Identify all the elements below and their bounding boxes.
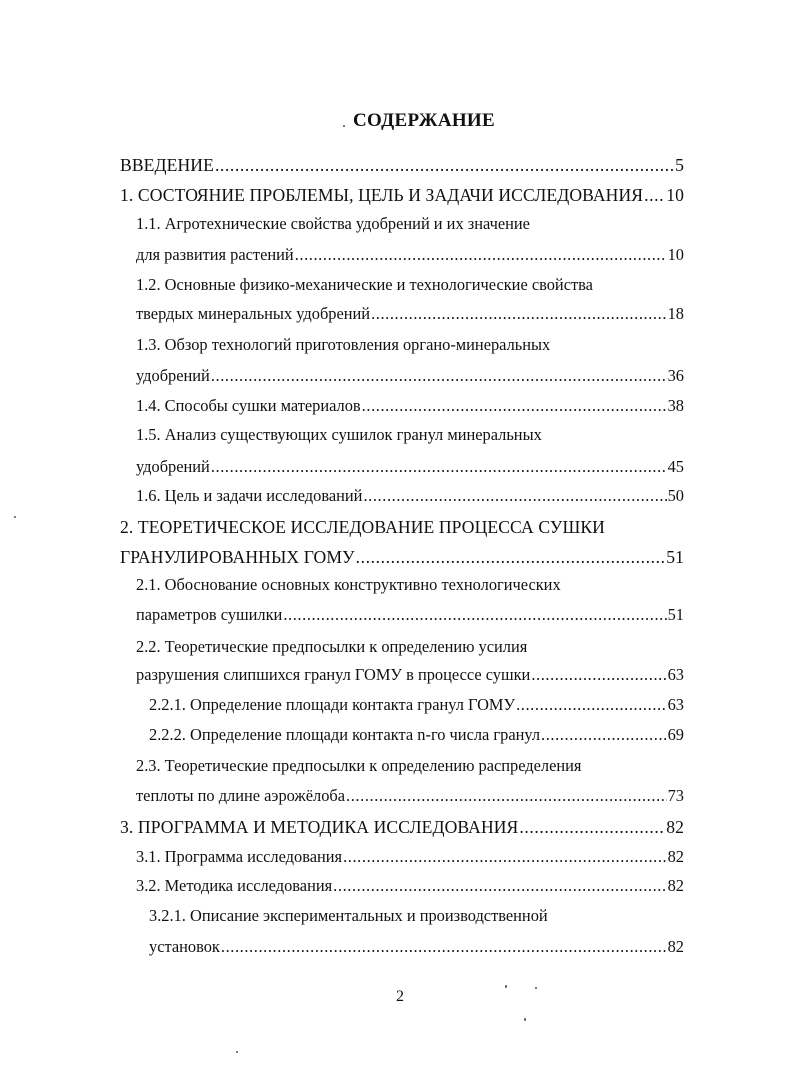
toc-entry-title: установок xyxy=(149,937,220,956)
toc-leader-dots xyxy=(283,600,666,630)
toc-leader-dots xyxy=(644,180,665,210)
toc-entry xyxy=(120,150,684,180)
scan-speck xyxy=(236,1051,238,1053)
toc-entry-title: 3.1. Программа исследования xyxy=(136,847,343,866)
toc-entry-title: разрушения слипшихся гранул ГОМУ в процессе сушки xyxy=(136,665,531,684)
toc-entry-page: 36 xyxy=(667,366,684,385)
toc-entry xyxy=(136,391,684,421)
toc-leader-dots xyxy=(356,542,666,572)
scan-speck xyxy=(505,985,507,988)
toc-entry-title: 2.2.2. Определение площади контакта n-го числа гранул xyxy=(149,725,541,744)
toc-entry-page: 51 xyxy=(667,605,684,624)
toc-entry-title: 2.2. Теоретические предпосылки к определению усилия xyxy=(136,637,528,656)
toc-entry-title: 1.4. Способы сушки материалов xyxy=(136,396,361,415)
toc-leader-dots xyxy=(211,452,667,482)
toc-entry-page: 82 xyxy=(667,876,684,895)
toc-entry-title: 3.2.1. Описание экспериментальных и производственной xyxy=(149,906,548,925)
toc-leader-dots xyxy=(541,720,667,750)
toc-entry-title: 1.3. Обзор технологий приготовления органо-минеральных xyxy=(136,335,551,354)
toc-entry-title: 1.2. Основные физико-механические и технологические свойства xyxy=(136,275,593,294)
scan-speck xyxy=(343,125,345,127)
toc-leader-dots xyxy=(343,842,667,872)
toc-entry-page: 63 xyxy=(667,695,684,714)
toc-leader-dots xyxy=(519,812,665,842)
toc-leader-dots xyxy=(531,660,666,690)
toc-leader-dots xyxy=(362,391,667,421)
scan-speck xyxy=(14,516,16,518)
toc-entry-page: 82 xyxy=(667,847,684,866)
toc-entry-page: 18 xyxy=(667,304,684,323)
toc-entry xyxy=(120,812,684,842)
toc-entry-title: 1.6. Цель и задачи исследований xyxy=(136,486,363,505)
toc-leader-dots xyxy=(363,481,666,511)
toc-entry-title: 2.3. Теоретические предпосылки к определению распределения xyxy=(136,756,582,775)
toc-entry-page: 82 xyxy=(666,817,684,837)
toc-entry xyxy=(136,299,684,329)
toc-entry xyxy=(136,420,684,450)
toc-entry-title: 3. ПРОГРАММА И МЕТОДИКА ИССЛЕДОВАНИЯ xyxy=(120,817,519,837)
toc-leader-dots xyxy=(333,871,666,901)
toc-entry-page: 63 xyxy=(667,665,684,684)
toc-entry-page: 82 xyxy=(667,937,684,956)
toc-leader-dots xyxy=(346,781,667,811)
toc-entry-page: 69 xyxy=(667,725,684,744)
toc-entry-page: 10 xyxy=(667,245,684,264)
toc-entry-title: 3.2. Методика исследования xyxy=(136,876,333,895)
toc-entry xyxy=(149,690,684,720)
toc-leader-dots xyxy=(516,690,667,720)
toc-entry-title: 2. ТЕОРЕТИЧЕСКОЕ ИССЛЕДОВАНИЕ ПРОЦЕССА СУШКИ xyxy=(120,517,605,537)
toc-entry xyxy=(136,452,684,482)
toc-entry-page: 10 xyxy=(666,185,684,205)
toc-entry xyxy=(136,632,684,662)
toc-entry xyxy=(136,361,684,391)
toc-leader-dots xyxy=(371,299,667,329)
page-number: 2 xyxy=(396,988,404,1005)
toc-entry-title: 1.1. Агротехнические свойства удобрений и их значение xyxy=(136,214,530,233)
toc-leader-dots xyxy=(221,932,667,962)
toc-entry xyxy=(136,209,684,239)
toc-leader-dots xyxy=(295,240,667,270)
toc-entry-title: удобрений xyxy=(136,366,210,385)
toc-entry-page: 50 xyxy=(667,486,684,505)
toc-entry xyxy=(136,660,684,690)
toc-entry xyxy=(136,330,684,360)
toc-entry xyxy=(120,542,684,572)
toc-entry xyxy=(136,751,684,781)
toc-entry xyxy=(149,720,684,750)
toc-entry-page: 45 xyxy=(667,457,684,476)
toc-entry xyxy=(136,570,684,600)
toc-entry-title: 2.1. Обоснование основных конструктивно технологических xyxy=(136,575,561,594)
toc-entry-page: 5 xyxy=(675,155,684,175)
toc-entry xyxy=(136,240,684,270)
toc-entry xyxy=(136,600,684,630)
toc-entry-page: 38 xyxy=(667,396,684,415)
toc-entry-title: ВВЕДЕНИЕ xyxy=(120,155,214,175)
toc-entry xyxy=(120,180,684,210)
toc-entry xyxy=(136,781,684,811)
toc-entry-title: 2.2.1. Определение площади контакта гранул ГОМУ xyxy=(149,695,516,714)
toc-leader-dots xyxy=(211,361,667,391)
toc-entry-title: 1.5. Анализ существующих сушилок гранул минеральных xyxy=(136,425,542,444)
toc-entry-title: параметров сушилки xyxy=(136,605,283,624)
toc-entry-page: 73 xyxy=(667,786,684,805)
page-title: СОДЕРЖАНИЕ xyxy=(353,110,495,131)
toc-entry-title: твердых минеральных удобрений xyxy=(136,304,371,323)
toc-entry-title: для развития растений xyxy=(136,245,294,264)
toc-entry xyxy=(136,481,684,511)
toc-leader-dots xyxy=(215,150,674,180)
toc-entry-title: 1. СОСТОЯНИЕ ПРОБЛЕМЫ, ЦЕЛЬ И ЗАДАЧИ ИССЛЕДОВАНИЯ xyxy=(120,185,644,205)
toc-entry-title: ГРАНУЛИРОВАННЫХ ГОМУ xyxy=(120,547,355,567)
toc-entry xyxy=(136,842,684,872)
toc-entry xyxy=(136,871,684,901)
toc-entry xyxy=(149,901,684,931)
toc-entry xyxy=(136,270,684,300)
toc-entry xyxy=(120,512,684,542)
toc-entry-page: 51 xyxy=(666,547,684,567)
scan-speck xyxy=(535,987,537,989)
scan-speck xyxy=(524,1018,526,1021)
toc-entry-title: удобрений xyxy=(136,457,210,476)
toc-entry xyxy=(149,932,684,962)
toc-entry-title: теплоты по длине аэрожёлоба xyxy=(136,786,346,805)
